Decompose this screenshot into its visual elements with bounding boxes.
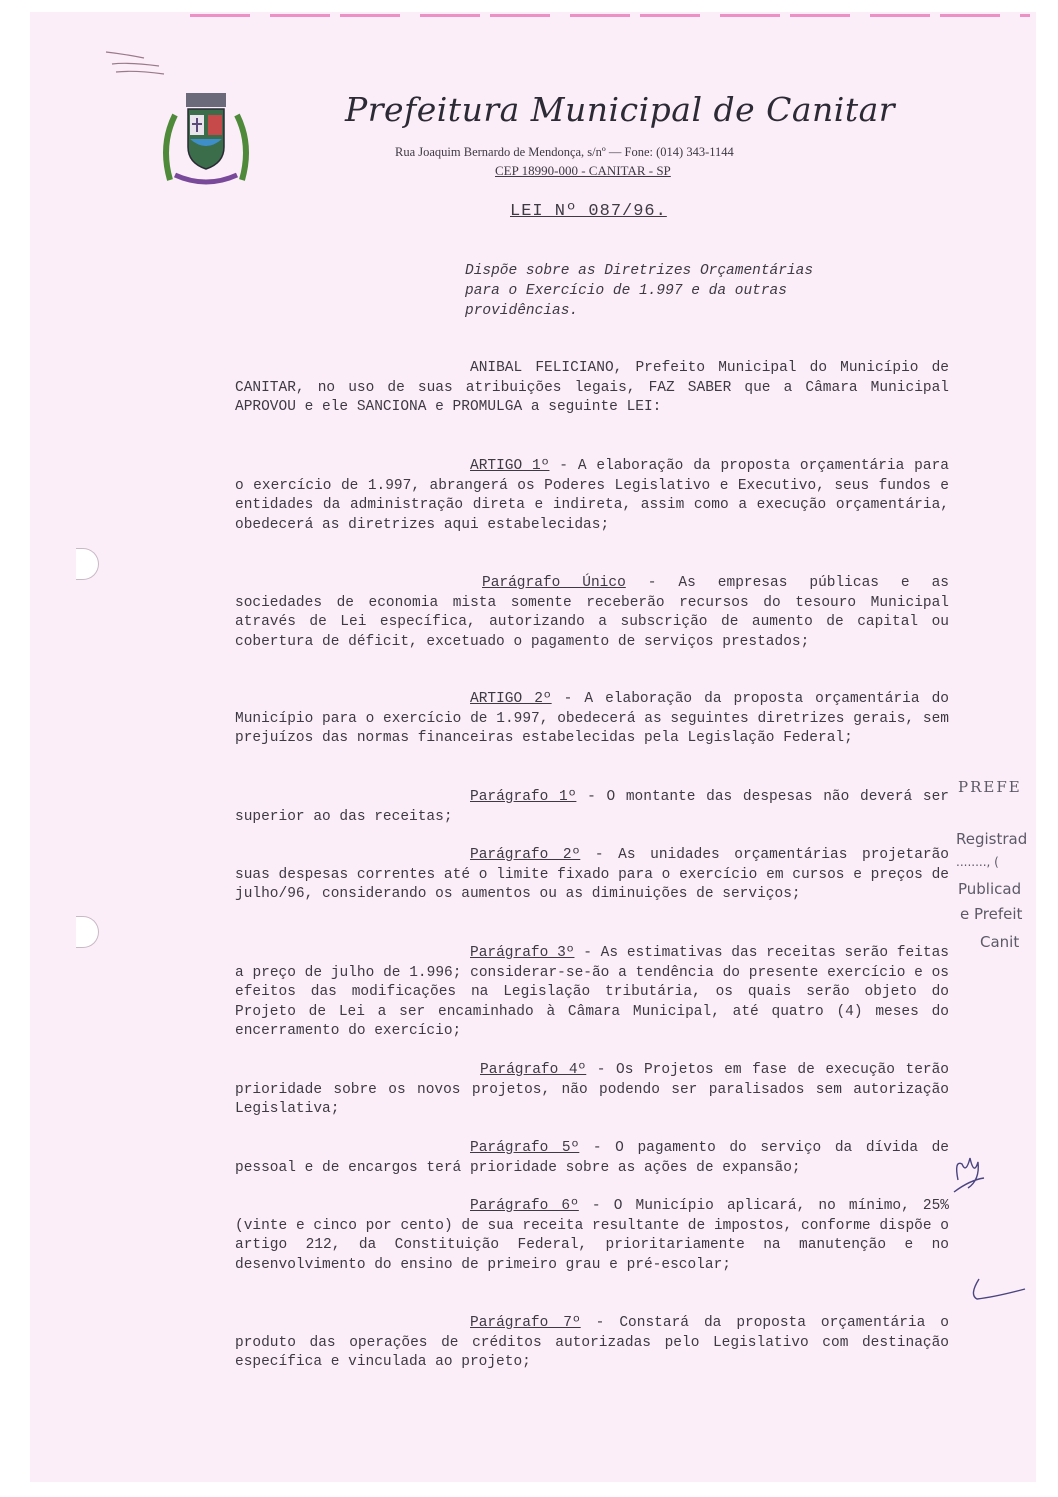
handwritten-initials	[950, 1150, 990, 1195]
article-text: - O Município aplicará, no mínimo, 25% (vinte e cinco por cento) de sua receita resultante de impostos, conforme dispõe o artigo 212, da Constituição Federal, prioritariamente na manutenção e no desenvolvimento do ensino de primeiro grau e pré-escolar;	[235, 1198, 949, 1273]
margin-stamp-text: Canit	[980, 933, 1020, 951]
handwritten-mark	[104, 48, 174, 78]
article-text: - A elaboração da proposta orçamentária para o exercício de 1.997, abrangerá os Poderes Legislativo e Executivo, seus fundos e entidades da administração direta e indireta, assim como a execução orçamentária, obedecerá as diretrizes aqui estabelecidas;	[235, 458, 949, 533]
margin-stamp-text: Publicad	[958, 880, 1022, 898]
article-label: ARTIGO 1º	[470, 458, 550, 474]
header-cep: CEP 18990-000 - CANITAR - SP	[495, 163, 671, 178]
article-1	[235, 457, 949, 535]
article-label: Parágrafo 4º	[480, 1062, 587, 1078]
article-text: - O pagamento do serviço da dívida de pessoal e de encargos terá prioridade sobre as ações de expansão;	[235, 1140, 950, 1176]
article-text: - Constará da proposta orçamentária o produto das operações de créditos autorizadas pelo Legislativo com destinação específica e vinculada ao projeto;	[235, 1315, 950, 1370]
article-label: Parágrafo 6º	[470, 1198, 579, 1214]
header-title: Prefeitura Municipal de Canitar	[345, 90, 896, 129]
article-label: Parágrafo 1º	[470, 789, 577, 805]
article-2-paragraph-6	[235, 1197, 949, 1275]
header-address: Rua Joaquim Bernardo de Mendonça, s/nº — Fone: (014) 343-1144	[395, 145, 734, 159]
article-text: - Os Projetos em fase de execução terão prioridade sobre os novos projetos, não podendo ser paralisados sem autorização Legislativa;	[235, 1062, 950, 1117]
article-text: - As empresas públicas e as sociedades de economia mista somente receberão recursos do tesouro Municipal através de Lei específica, autorizando a subscrição de aumento de capital ou cobertura de déficit, excetuado o pagamento de serviços prestados;	[235, 575, 950, 650]
article-label: Parágrafo 3º	[470, 945, 575, 961]
article-text: - As estimativas das receitas serão feitas a preço de julho de 1.996; considerar-se-ão a tendência do presente exercício e os efeitos das modificações na Legislação tributária, os quais serão objeto do Projeto de Lei a ser encaminhado à Câmara Municipal, até quatro (4) meses do encerramento do exercício;	[235, 945, 949, 1039]
article-2-paragraph-7	[235, 1314, 949, 1373]
article-2-paragraph-1	[235, 788, 949, 827]
article-2-paragraph-5	[235, 1139, 949, 1178]
law-title: LEI Nº 087/96.	[510, 202, 667, 221]
article-1-sole-paragraph	[235, 574, 949, 652]
article-label: Parágrafo Único	[482, 575, 626, 591]
article-label: Parágrafo 7º	[470, 1315, 581, 1331]
article-text: - O montante das despesas não deverá ser superior ao das receitas;	[235, 789, 949, 825]
article-text: - A elaboração da proposta orçamentária do Município para o exercício de 1.997, obedecerá as seguintes diretrizes gerais, sem prejuízos das normas financeiras estabelecidas pela Legislação Federal;	[235, 691, 949, 746]
article-label: ARTIGO 2º	[470, 691, 552, 707]
margin-stamp-text: PREFE	[958, 778, 1022, 796]
handwritten-mark	[965, 1275, 1030, 1305]
article-label: Parágrafo 2º	[470, 847, 581, 863]
margin-stamp-text: ........, (	[956, 855, 999, 869]
top-border-line	[190, 14, 1030, 17]
article-2-paragraph-2	[235, 846, 949, 905]
margin-stamp-text: e Prefeit	[960, 905, 1023, 923]
article-2	[235, 690, 949, 749]
preamble: ANIBAL FELICIANO, Prefeito Municipal do Município de CANITAR, no uso de suas atribuições legais, FAZ SABER que a Câmara Municipal APROVOU e ele SANCIONA e PROMULGA a seguinte LEI:	[235, 360, 949, 415]
article-text: - As unidades orçamentárias projetarão suas despesas correntes até o limite fixado para o exercício em cursos e preços de julho/96, considerando os aumentos ou as diminuições de serviços;	[235, 847, 950, 902]
article-label: Parágrafo 5º	[470, 1140, 580, 1156]
municipal-coat-of-arms	[150, 85, 262, 190]
article-2-paragraph-4	[235, 1061, 949, 1120]
margin-stamp-text: Registrad	[956, 830, 1028, 848]
law-summary: Dispõe sobre as Diretrizes Orçamentárias para o Exercício de 1.997 e da outras providências.	[465, 263, 814, 319]
article-2-paragraph-3	[235, 944, 949, 1042]
